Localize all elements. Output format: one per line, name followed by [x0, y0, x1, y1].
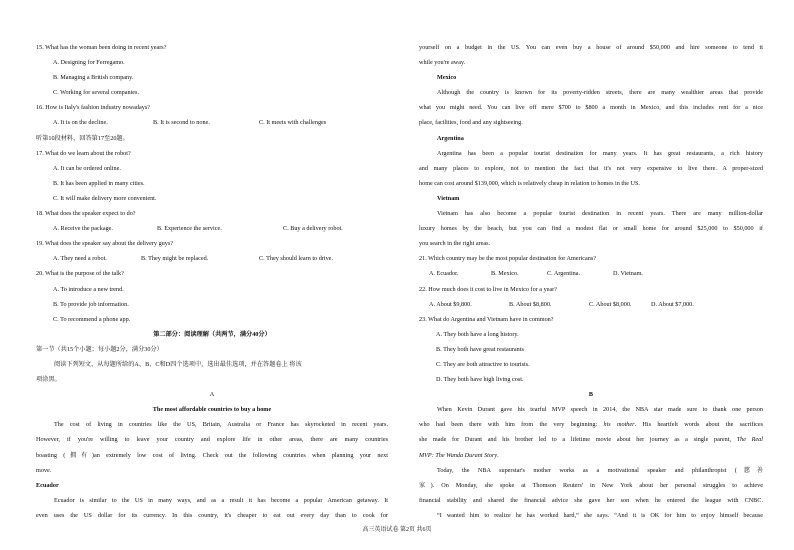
right-column: [419, 40, 763, 523]
passage-b-para2-line2: 家). On Monday, she spoke at Thomson Reuters' in New York about her personal struggles to achieve: [419, 481, 763, 489]
listening-instruction: 听第10段材料，回答第17至20题。: [36, 134, 129, 142]
passage-a-letter: A: [209, 391, 215, 399]
question-16-options: [36, 115, 388, 130]
mexico-line2: what you might need. You can live off mere $700 to $800 a month in Mexico, and this includes rent for a nice: [419, 104, 763, 112]
passage-b-para1-line1: When Kevin Durant gave his tearful MVP speech in 2014, the NBA star made sure to thank one person: [437, 406, 763, 414]
ecuador-line2: even uses the US dollar for its currency. In this country, it's cheaper to eat out every day than to cook for: [36, 511, 388, 519]
question-22-option-a: A. About $9,800.: [429, 300, 472, 308]
question-21-option-d: D. Vietnam.: [613, 270, 643, 278]
question-18-options: [36, 221, 388, 236]
question-22-stem: 22. How much does it cost to live in Mexico for a year?: [419, 285, 557, 293]
question-19-options: [36, 251, 388, 266]
question-18-stem: 18. What does the speaker expect to do?: [36, 210, 136, 218]
passage-b-para1-line3-italic: The Real: [736, 436, 763, 444]
passage-b-para1-line4: [419, 448, 763, 463]
question-15-option-b: B. Managing a British company.: [53, 74, 134, 82]
ecuador-line1: Ecuador is similar to the US in many ways, and as a result it has become a popular American getaway. It: [54, 496, 388, 504]
argentina-line1: Argentina has been a popular tourist destination for many years. It has great restaurants, a rich history: [437, 149, 763, 157]
question-15-stem: 15. What has the woman been doing in recent years?: [36, 44, 167, 51]
mexico-heading: Mexico: [437, 74, 457, 82]
question-22-option-b: B. About $8,800.: [509, 300, 552, 308]
question-20-option-a: A. To introduce a new trend.: [53, 285, 124, 293]
reading-instruction-line-2: 项涂黑。: [36, 376, 61, 384]
question-18-option-c: C. Buy a delivery robot.: [283, 225, 343, 233]
section-one-heading: 第一节（共15个小题；每小题2分，满分30分）: [36, 345, 163, 353]
passage-b-para1-line3: [419, 432, 763, 447]
ecuador-line3: yourself on a budget in the US. You can even buy a house of around $50,000 and hire someone to tend it: [419, 44, 763, 51]
question-17-stem: 17. What do we learn about the robot?: [36, 149, 131, 157]
passage-b-para1-line2-start: who had been there with him from the very beginning:: [419, 421, 604, 429]
passage-b-movie-title: MVP: The Wanda Durant Story: [419, 451, 498, 459]
passage-b-para1-line3-start: she made for Durant and his brother led to a lifetime movie about her journey as a single parent,: [419, 436, 737, 444]
ecuador-heading: Ecuador: [36, 481, 59, 489]
question-17-option-c: C. It will make delivery more convenient.: [53, 194, 157, 202]
vietnam-heading: Vietnam: [437, 194, 460, 202]
question-21-option-a: A. Ecuador.: [429, 270, 459, 278]
argentina-line2: and many places to explore, not to mention the fact that it's not very expensive to live there. A proper-sized: [419, 164, 763, 172]
part-two-title: 第二部分：阅读理解（共两节，满分40分）: [153, 330, 271, 338]
question-19-stem: 19. What does the speaker say about the delivery guys?: [36, 240, 174, 248]
left-column: [36, 40, 388, 523]
question-23-option-c: C. They are both attractive to tourists.: [436, 360, 530, 368]
question-16-option-c: C. It meets with challenges: [259, 119, 327, 127]
question-18-option-b: B. Experience the service.: [157, 225, 222, 233]
question-18-option-a: A. Receive the package.: [53, 225, 113, 233]
question-16-option-a: A. It is on the decline.: [53, 119, 108, 127]
question-21-stem: 21. Which country may be the most popular destination for Americans?: [419, 255, 597, 263]
question-23-option-d: D. They both have high living cost.: [436, 376, 524, 384]
ecuador-line4: while you're away.: [419, 59, 466, 67]
passage-a-para1-line4: move.: [36, 466, 52, 474]
question-23-option-a: A. They both have a long history.: [436, 330, 519, 338]
question-22-option-c: C. About $8,000.: [589, 300, 632, 308]
question-20-stem: 20. What is the purpose of the talk?: [36, 270, 124, 278]
vietnam-line1: Vietnam has also become a popular tourist destination in recent years. There are many million-dollar: [437, 210, 763, 218]
reading-instruction-line-1: 阅读下列短文，从每题所给的A、B、C和D四个选项中，选出最佳选项，并在答题卷上 将该: [54, 360, 302, 368]
question-21-options: [419, 266, 763, 281]
passage-b-letter: B: [588, 391, 594, 399]
question-20-option-b: B. To provide job information.: [53, 300, 129, 308]
page-footer: 高三英语试卷 第2页 共6页: [362, 527, 432, 533]
passage-a-title: The most affordable countries to buy a home: [152, 406, 272, 414]
passage-b-para1-line2: [419, 417, 763, 432]
argentina-heading: Argentina: [437, 134, 464, 142]
passage-a-para1-line2: However, if you're willing to leave your country and explore life in other areas, there are many countries: [36, 436, 388, 444]
vietnam-line2: luxury homes by the beach, but you can find a modest flat or small home for around $25,000 to $50,000 if: [419, 225, 763, 233]
question-19-option-a: A. They need a robot.: [53, 255, 107, 263]
passage-a-para1-line3: boasting (拥有)an extremely low cost of living. Check out the following countries when planning your next: [36, 451, 388, 459]
vietnam-line3: you search in the right areas.: [419, 240, 491, 248]
passage-b-para2-line3: financial stability and shared the financial advice she gave her son when he entered the league with CNBC.: [419, 496, 763, 504]
question-17-option-b: B. It has been applied in many cities.: [53, 179, 145, 187]
question-16-stem: 16. How is Italy's fashion industry nowadays?: [36, 104, 151, 112]
question-21-option-b: B. Mexico.: [491, 270, 519, 278]
question-22-option-d: D. About $7,000.: [651, 300, 694, 308]
question-22-options: [419, 297, 763, 312]
passage-b-para3-line1: “I wanted him to realize he has worked hard,” she says. “And it is OK for him to enjoy himself because: [437, 511, 763, 519]
passage-a-para1-line1: The cost of living in countries like the US, Britain, Australia or France has skyrocketed in recent years.: [54, 421, 388, 429]
question-16-option-b: B. It is second to none.: [153, 119, 210, 127]
question-20-option-c: C. To recommend a phone app.: [53, 315, 131, 323]
question-15-option-a: A. Designing for Ferregamo.: [53, 59, 125, 67]
mexico-line3: place, facilities, food and any sightseeing.: [419, 119, 523, 127]
argentina-line3: home can cost around $139,000, which is relatively cheap in relation to homes in the US.: [419, 179, 640, 187]
question-23-stem: 23. What do Argentina and Vietnam have in common?: [419, 315, 554, 323]
mexico-line1: Although the country is known for its poverty-ridden streets, there are many wealthier areas that provide: [437, 89, 763, 97]
question-15-option-c: C. Working for several companies.: [53, 89, 139, 97]
question-17-option-a: A. It can be ordered online.: [53, 164, 121, 172]
passage-b-para1-line4-end: .: [497, 451, 499, 459]
question-19-option-b: B. They might be replaced.: [141, 255, 209, 263]
question-21-option-c: C. Argentina.: [547, 270, 581, 278]
passage-b-para1-line2-italic: his mother: [603, 421, 635, 429]
question-23-option-b: B. They both have great restaurants: [436, 345, 524, 353]
question-19-option-c: C. They should learn to drive.: [259, 255, 333, 263]
passage-b-para2-line1: Today, the NBA superstar's mother works as a motivational speaker and philanthropist (慈善: [437, 466, 763, 474]
passage-b-para1-line2-end: . His heartfelt words about the sacrifices: [634, 421, 763, 429]
